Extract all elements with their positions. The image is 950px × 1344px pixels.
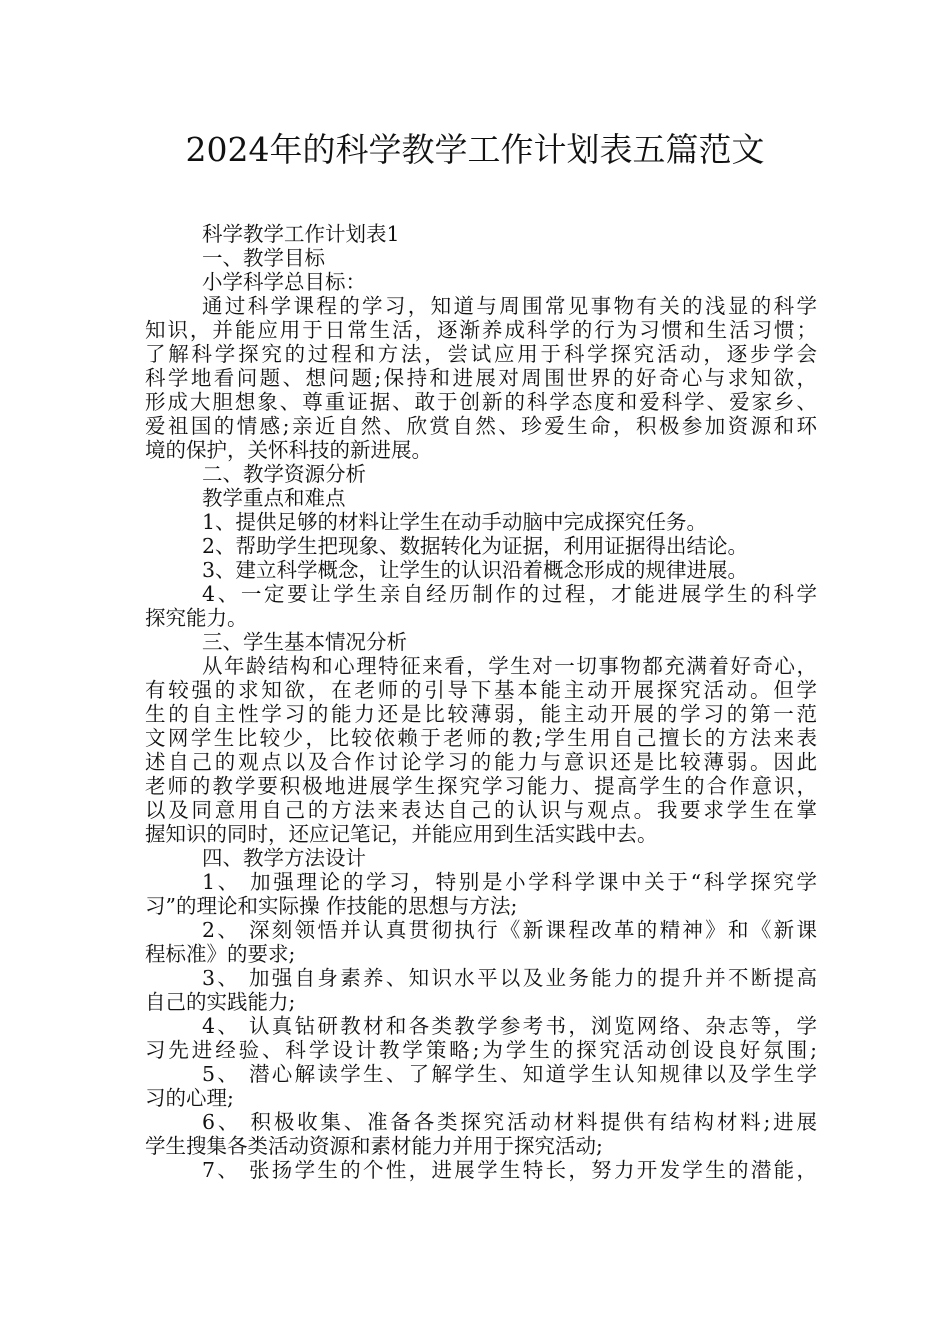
text-line: 知识，并能应用于日常生活，逐渐养成科学的行为习惯和生活习惯；	[145, 318, 817, 342]
text-line: 了解科学探究的过程和方法，尝试应用于科学探究活动，逐步学会	[145, 342, 817, 366]
text-line: 科学地看问题、想问题;保持和进展对周围世界的好奇心与求知欲，	[145, 366, 817, 390]
text-line: 老师的教学要积极地进展学生探究学习能力、提高学生的合作意识，	[145, 774, 817, 798]
text-line: 3、建立科学概念，让学生的认识沿着概念形成的规律进展。	[202, 558, 749, 582]
text-line: 习的心理;	[145, 1086, 234, 1110]
text-line: 4、 认真钻研教材和各类教学参考书，浏览网络、杂志等，学	[202, 1014, 817, 1038]
text-line: 学生搜集各类活动资源和素材能力并用于探究活动;	[145, 1134, 603, 1158]
text-line: 小学科学总目标：	[202, 270, 366, 294]
text-line: 二、教学资源分析	[202, 462, 366, 486]
text-line: 2、 深刻领悟并认真贯彻执行《新课程改革的精神》和《新课	[202, 918, 817, 942]
text-line: 习”的理论和实际操 作技能的思想与方法;	[145, 894, 518, 918]
text-line: 1、提供足够的材料让学生在动手动脑中完成探究任务。	[202, 510, 708, 534]
text-line: 探究能力。	[145, 606, 248, 630]
text-line: 境的保护，关怀科技的新进展。	[145, 438, 432, 462]
document-title: 2024年的科学教学工作计划表五篇范文	[185, 130, 765, 169]
text-line: 1、 加强理论的学习，特别是小学科学课中关于“科学探究学	[202, 870, 817, 894]
text-line: 生的自主性学习的能力还是比较薄弱，能主动开展的学习的第一范	[145, 702, 817, 726]
text-line: 3、 加强自身素养、知识水平以及业务能力的提升并不断提高	[202, 966, 817, 990]
text-line: 握知识的同时，还应记笔记，并能应用到生活实践中去。	[145, 822, 658, 846]
text-line: 教学重点和难点	[202, 486, 346, 510]
text-line: 文网学生比较少，比较依赖于老师的教;学生用自己擅长的方法来表	[145, 726, 817, 750]
text-line: 爱祖国的情感;亲近自然、欣赏自然、珍爱生命，积极参加资源和环	[145, 414, 817, 438]
text-line: 4、一定要让学生亲自经历制作的过程，才能进展学生的科学	[202, 582, 817, 606]
text-line: 述自己的观点以及合作讨论学习的能力与意识还是比较薄弱。因此	[145, 750, 817, 774]
text-line: 5、 潜心解读学生、了解学生、知道学生认知规律以及学生学	[202, 1062, 817, 1086]
text-line: 2、帮助学生把现象、数据转化为证据，利用证据得出结论。	[202, 534, 749, 558]
text-line: 有较强的求知欲，在老师的引导下基本能主动开展探究活动。但学	[145, 678, 817, 702]
text-line: 形成大胆想象、尊重证据、敢于创新的科学态度和爱科学、爱家乡、	[145, 390, 817, 414]
text-line: 程标准》的要求;	[145, 942, 296, 966]
text-line: 自己的实践能力;	[145, 990, 296, 1014]
text-line: 通过科学课程的学习，知道与周围常见事物有关的浅显的科学	[202, 294, 817, 318]
text-line: 四、教学方法设计	[202, 846, 366, 870]
document-body	[145, 222, 817, 1182]
text-line: 从年龄结构和心理特征来看，学生对一切事物都充满着好奇心，	[202, 654, 817, 678]
text-line: 三、学生基本情况分析	[202, 630, 407, 654]
text-line: 一、教学目标	[202, 246, 325, 270]
text-line: 6、 积极收集、准备各类探究活动材料提供有结构材料;进展	[202, 1110, 817, 1134]
text-line: 以及同意用自己的方法来表达自己的认识与观点。我要求学生在掌	[145, 798, 817, 822]
text-line: 习先进经验、科学设计教学策略;为学生的探究活动创设良好氛围;	[145, 1038, 817, 1062]
text-line: 7、 张扬学生的个性，进展学生特长，努力开发学生的潜能，	[202, 1158, 817, 1182]
text-line: 科学教学工作计划表1	[202, 222, 400, 246]
